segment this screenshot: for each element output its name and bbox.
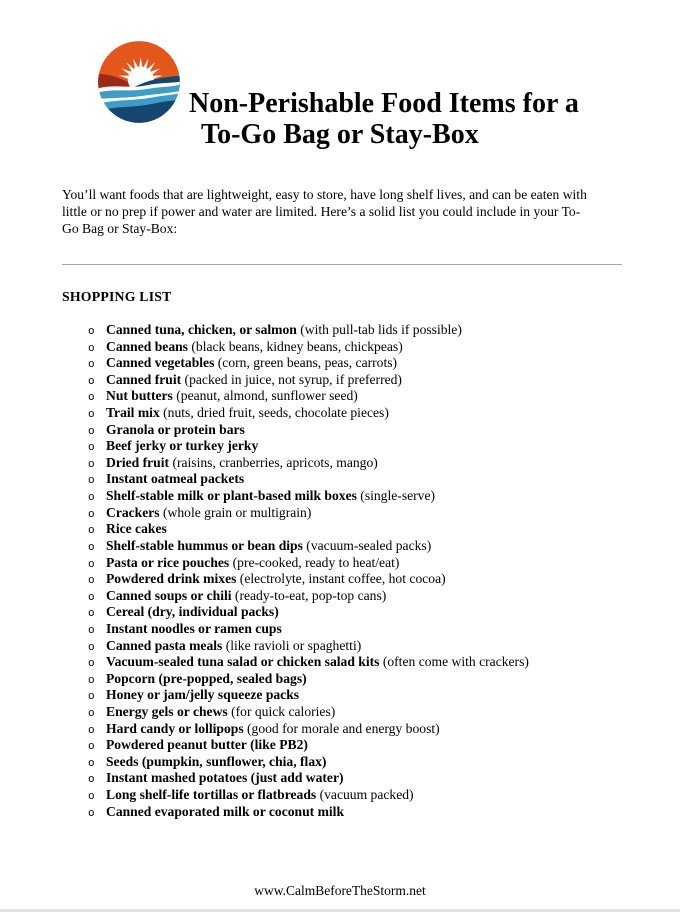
circle-bullet-icon: o: [88, 724, 95, 737]
list-item-detail: (raisins, cranberries, apricots, mango): [169, 454, 378, 470]
list-item: [88, 621, 529, 638]
circle-bullet-icon: o: [88, 359, 95, 372]
list-item: [88, 488, 529, 505]
section-divider: [62, 264, 622, 265]
list-item: [88, 521, 529, 538]
list-item-name: Rice cakes: [106, 521, 167, 537]
list-item: [88, 804, 529, 821]
list-item: [88, 721, 529, 738]
circle-bullet-icon: o: [88, 326, 95, 338]
circle-bullet-icon: o: [88, 624, 95, 637]
sun-over-waves-logo-icon: [96, 39, 182, 125]
list-item-name: Seeds (pumpkin, sunflower, chia, flax): [106, 753, 327, 769]
circle-bullet-icon: o: [88, 608, 95, 621]
list-item: [88, 422, 529, 439]
circle-bullet-icon: o: [88, 475, 95, 488]
list-item: [88, 538, 529, 555]
list-item: [88, 671, 529, 688]
list-item-name: Granola or protein bars: [106, 421, 245, 437]
circle-bullet-icon: o: [88, 774, 95, 787]
page-title: [189, 88, 579, 150]
list-item: [88, 471, 529, 488]
circle-bullet-icon: o: [88, 525, 95, 538]
circle-bullet-icon: o: [88, 558, 95, 571]
list-item-name: Powdered drink mixes: [106, 571, 237, 587]
list-item-name: Vacuum-sealed tuna salad or chicken salad kits: [106, 654, 380, 670]
list-item: [88, 571, 529, 588]
list-item-name: Instant mashed potatoes (just add water): [106, 770, 344, 786]
list-item: [88, 754, 529, 771]
list-item-name: Beef jerky or turkey jerky: [106, 438, 259, 454]
footer-url: www.CalmBeforeTheStorm.net: [254, 883, 426, 898]
list-item-name: Pasta or rice pouches: [106, 554, 230, 570]
list-item-detail: (electrolyte, instant coffee, hot cocoa): [236, 571, 446, 587]
list-item: [88, 654, 529, 671]
circle-bullet-icon: o: [88, 757, 95, 770]
list-item-detail: (like ravioli or spaghetti): [222, 637, 362, 653]
list-item: [88, 704, 529, 721]
list-item: [88, 339, 529, 356]
list-item-detail: (for quick calories): [227, 704, 336, 720]
circle-bullet-icon: o: [88, 807, 95, 820]
list-item: [88, 588, 529, 605]
list-item: [88, 505, 529, 522]
list-item-name: Canned pasta meals: [106, 637, 223, 653]
list-item-name: Canned soups or chili: [106, 587, 232, 603]
list-item-name: Canned vegetables: [106, 355, 215, 371]
shopping-list: [88, 322, 529, 820]
list-item-name: Instant oatmeal packets: [106, 471, 245, 487]
list-item: [88, 355, 529, 372]
page-title-line2: To-Go Bag or Stay-Box: [201, 119, 479, 150]
list-item-name: Instant noodles or ramen cups: [106, 620, 282, 636]
intro-line: Go Bag or Stay-Box:: [62, 221, 178, 237]
list-item: [88, 638, 529, 655]
list-item: [88, 737, 529, 754]
list-item-name: Trail mix: [106, 405, 160, 421]
shopping-list-heading: SHOPPING LIST: [62, 289, 172, 304]
list-item-detail: (vacuum-sealed packs): [302, 537, 432, 553]
list-item-name: Canned tuna, chicken, or salmon: [106, 322, 297, 337]
circle-bullet-icon: o: [88, 409, 95, 422]
list-item-name: Nut butters: [106, 388, 173, 404]
circle-bullet-icon: o: [88, 541, 95, 554]
circle-bullet-icon: o: [88, 708, 95, 721]
circle-bullet-icon: o: [88, 425, 95, 438]
circle-bullet-icon: o: [88, 392, 95, 405]
circle-bullet-icon: o: [88, 741, 95, 754]
circle-bullet-icon: o: [88, 791, 95, 804]
list-item: [88, 770, 529, 787]
list-item-name: Canned beans: [106, 338, 188, 354]
intro-line: little or no prep if power and water are limited. Here’s a solid list you could include in your To-: [62, 204, 581, 220]
list-item: [88, 787, 529, 804]
circle-bullet-icon: o: [88, 641, 95, 654]
intro-paragraph: [62, 186, 587, 238]
list-item: [88, 405, 529, 422]
circle-bullet-icon: o: [88, 658, 95, 671]
list-item-detail: (pre-cooked, ready to heat/eat): [229, 554, 400, 570]
list-item-name: Popcorn (pre-popped, sealed bags): [106, 670, 307, 686]
list-item: [88, 555, 529, 572]
list-item-detail: (peanut, almond, sunflower seed): [172, 388, 358, 404]
intro-line: You’ll want foods that are lightweight, easy to store, have long shelf lives, and can be eaten with: [62, 187, 587, 202]
circle-bullet-icon: o: [88, 691, 95, 704]
circle-bullet-icon: o: [88, 508, 95, 521]
circle-bullet-icon: o: [88, 492, 95, 505]
list-item-detail: (black beans, kidney beans, chickpeas): [187, 338, 403, 354]
list-item-name: Shelf-stable milk or plant-based milk boxes: [106, 488, 357, 504]
list-item: [88, 455, 529, 472]
list-item: [88, 322, 529, 339]
list-item-name: Shelf-stable hummus or bean dips: [106, 537, 303, 553]
list-item: [88, 388, 529, 405]
list-item-name: Crackers: [106, 504, 160, 520]
list-item-detail: (often come with crackers): [379, 654, 529, 670]
list-item-detail: (with pull-tab lids if possible): [296, 322, 462, 337]
list-item-name: Canned fruit: [106, 371, 182, 387]
list-item-detail: (whole grain or multigrain): [159, 504, 312, 520]
page-title-line1: Non-Perishable Food Items for a: [189, 88, 579, 119]
list-item-name: Cereal (dry, individual packs): [106, 604, 279, 620]
list-item-detail: (nuts, dried fruit, seeds, chocolate pieces): [159, 405, 389, 421]
list-item-name: Long shelf-life tortillas or flatbreads: [106, 787, 317, 803]
circle-bullet-icon: o: [88, 342, 95, 355]
list-item: [88, 438, 529, 455]
brand-logo: [96, 39, 182, 125]
circle-bullet-icon: o: [88, 591, 95, 604]
circle-bullet-icon: o: [88, 442, 95, 455]
circle-bullet-icon: o: [88, 575, 95, 588]
list-item-name: Hard candy or lollipops: [106, 720, 244, 736]
list-item-detail: (good for morale and energy boost): [243, 720, 440, 736]
list-item: [88, 687, 529, 704]
list-item-detail: (packed in juice, not syrup, if preferred): [181, 371, 402, 387]
circle-bullet-icon: o: [88, 458, 95, 471]
list-item-name: Powdered peanut butter (like PB2): [106, 737, 308, 753]
list-item: [88, 604, 529, 621]
list-item: [88, 372, 529, 389]
list-item-detail: (vacuum packed): [316, 787, 414, 803]
list-item-detail: (ready-to-eat, pop-top cans): [231, 587, 387, 603]
list-item-name: Energy gels or chews: [106, 704, 228, 720]
list-item-detail: (corn, green beans, peas, carrots): [214, 355, 398, 371]
list-item-name: Honey or jam/jelly squeeze packs: [106, 687, 300, 703]
list-item-detail: (single-serve): [356, 488, 436, 504]
circle-bullet-icon: o: [88, 674, 95, 687]
list-item-name: Dried fruit: [106, 454, 170, 470]
circle-bullet-icon: o: [88, 375, 95, 388]
list-item-name: Canned evaporated milk or coconut milk: [106, 803, 345, 819]
